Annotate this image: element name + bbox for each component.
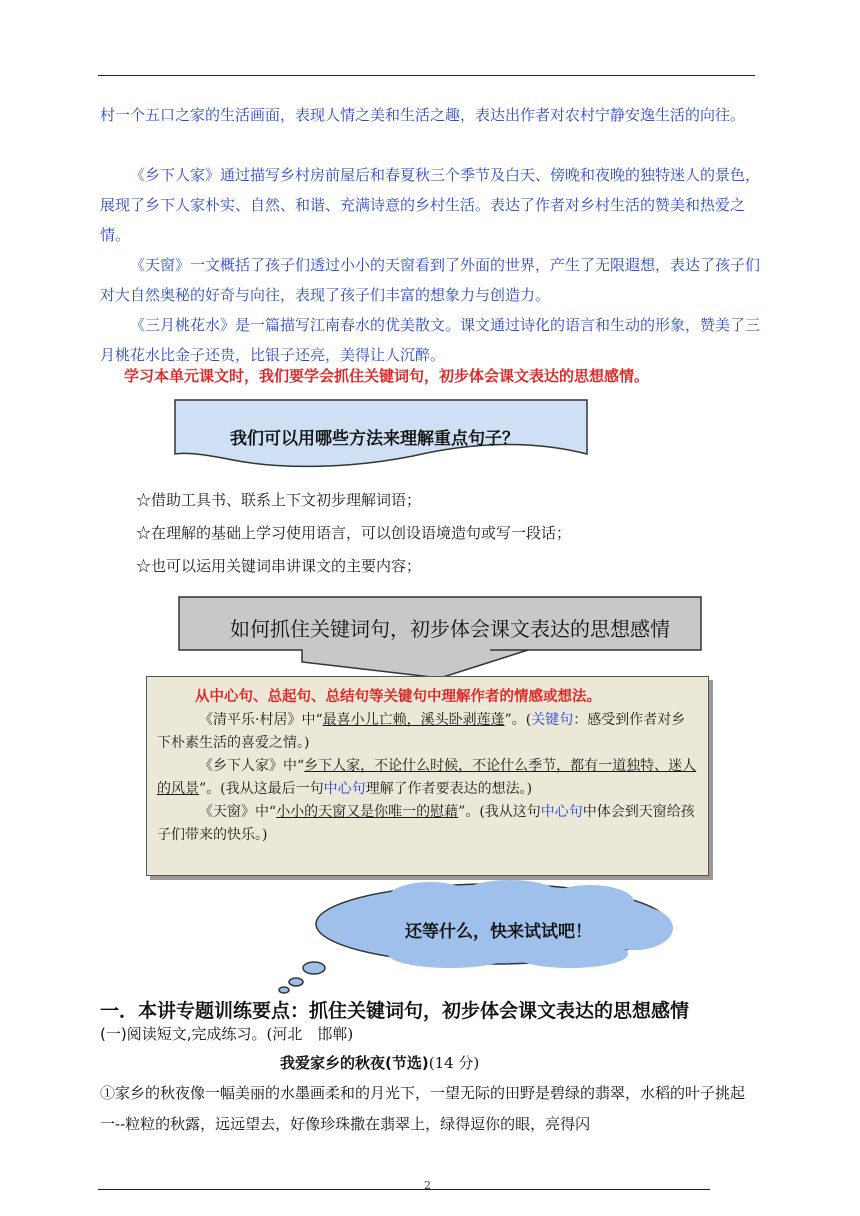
summary-paragraph-4-text: 《三月桃花水》是一篇描写江南春水的优美散文。课文通过诗化的语言和生动的形象，赞美了三月桃花水比金子还贵，比银子还亮，美得让人沉醉。 xyxy=(100,316,761,364)
key-sentence-box xyxy=(146,676,709,876)
cloud-prompt: 还等什么，快来试试吧！ xyxy=(405,922,592,942)
example-tianchuang: 《天窗》中“小小的天窗又是你唯一的慰藉”。(我从这句中心句中体会到天窗给孩子们带来的快乐。) xyxy=(157,804,695,843)
summary-paragraph-1: 村一个五口之家的生活画面，表现人情之美和生活之趣，表达出作者对农村宁静安逸生活的向往。 xyxy=(100,106,746,124)
header-rule xyxy=(98,75,755,76)
article-title: 我爱家乡的秋夜(节选)(14 分) xyxy=(280,1054,480,1072)
exercise-instruction: (一)阅读短文,完成练习。(河北 邯郸) xyxy=(100,1025,354,1043)
method-item: ☆在理解的基础上学习使用语言，可以创设语境造句或写一段话； xyxy=(136,524,572,542)
example-qingpingle: 《清平乐·村居》中“最喜小儿亡赖，溪头卧剥莲蓬”。(关键句：感受到作者对乡下朴素生活的喜爱之情。) xyxy=(157,712,686,751)
central-sentence-tag: 中心句 xyxy=(323,781,366,797)
central-sentence-tag: 中心句 xyxy=(540,804,583,820)
example-xiangxia: 《乡下人家》中“乡下人家，不论什么时候，不论什么季节，都有一道独特、迷人的风景”。(我从这最后一句中心句理解了作者要表达的想法。) xyxy=(157,758,697,797)
section-heading: 一．本讲专题训练要点：抓住关键词句，初步体会课文表达的思想感情 xyxy=(100,1000,690,1022)
summary-paragraph-4 xyxy=(100,310,762,370)
method-item: ☆也可以运用关键词串讲课文的主要内容； xyxy=(136,557,422,575)
summary-paragraph-3 xyxy=(100,250,762,310)
summary-paragraph-3-text: 《天窗》一文概括了孩子们透过小小的天窗看到了外面的世界，产生了无限遐想，表达了孩子们对大自然奥秘的好奇与向往，表现了孩子们丰富的想象力与创造力。 xyxy=(100,256,761,304)
quote-underlined: 小小的天窗又是你唯一的慰藉 xyxy=(276,804,459,820)
method-item: ☆借助工具书、联系上下文初步理解词语； xyxy=(136,491,422,509)
quote-underlined: 乡下人家，不论什么时候，不论什么季节，都有一道独特、迷人的风景 xyxy=(157,758,697,797)
arrow-callout-title: 如何抓住关键词句，初步体会课文表达的思想感情 xyxy=(230,617,670,641)
summary-paragraph-2 xyxy=(100,160,762,250)
footer-rule xyxy=(98,1189,710,1190)
unit-learning-goal: 学习本单元课文时，我们要学会抓住关键词句，初步体会课文表达的思想感情。 xyxy=(124,367,650,385)
page-number: 2 xyxy=(424,1179,431,1192)
article-body: ①家乡的秋夜像一幅美丽的水墨画柔和的月光下，一望无际的田野是碧绿的翡翠，水稻的叶子挑起一--粒粒的秋露，远远望去，好像珍珠撒在翡翠上，绿得逗你的眼，亮得闪 xyxy=(100,1084,746,1133)
key-sentence-tag: 关键句 xyxy=(531,712,574,728)
banner-question: 我们可以用哪些方法来理解重点句子？ xyxy=(230,429,519,449)
method-list xyxy=(136,484,571,583)
summary-paragraph-2-text: 《乡下人家》通过描写乡村房前屋后和春夏秋三个季节及白天、傍晚和夜晚的独特迷人的景色，展现了乡下人家朴实、自然、和谐、充满诗意的乡村生活。表达了作者对乡村生活的赞美和热爱之情。 xyxy=(100,166,761,244)
quote-underlined: 最喜小儿亡赖，溪头卧剥莲蓬 xyxy=(322,712,505,728)
key-box-heading: 从中心句、总起句、总结句等关键句中理解作者的情感或想法。 xyxy=(195,688,601,705)
